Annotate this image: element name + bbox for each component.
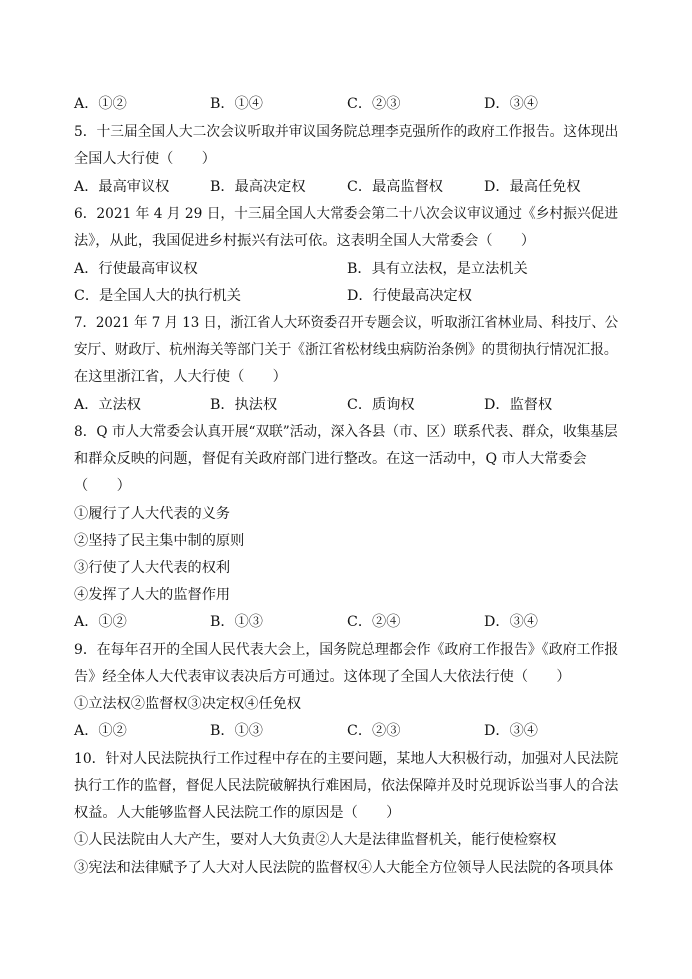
q10-statements-1-2: ①人民法院由人大产生，要对人大负责②人大是法律监督机关，能行使检察权 [74, 832, 557, 848]
q4-option-c: C．②③ [347, 96, 401, 112]
q5-option-b: B．最高决定权 [210, 179, 306, 195]
q6-stem-line-2: 法》，从此，我国促进乡村振兴有法可依。这表明全国人大常委会（ ） [74, 233, 536, 249]
q8-statement-1: ①履行了人大代表的义务 [74, 506, 231, 522]
q6-option-b: B．具有立法权，是立法机关 [347, 261, 528, 277]
q5-option-c: C．最高监督权 [347, 179, 443, 195]
q10-stem-line-3: 权益。人大能够监督人民法院工作的原因是（ ） [74, 805, 401, 821]
q7-option-c: C．质询权 [347, 397, 415, 413]
q5-stem-line-1: 5．十三届全国人大二次会议听取并审议国务院总理李克强所作的政府工作报告。这体现出 [74, 124, 619, 140]
q8-option-a: A．①② [74, 614, 127, 630]
q9-stem-line-2: 告》经全体人大代表审议表决后方可通过。这体现了全国人大依法行使（ ） [74, 669, 571, 685]
q8-statement-3: ③行使了人大代表的权利 [74, 560, 231, 576]
q6-option-c: C．是全国人大的执行机关 [74, 288, 241, 304]
q7-stem-line-3: 在这里浙江省，人大行使（ ） [74, 369, 287, 385]
q9-stem-line-1: 9．在每年召开的全国人民代表大会上，国务院总理都会作《政府工作报告》《政府工作报 [74, 642, 619, 658]
q6-option-d: D．行使最高决定权 [347, 288, 472, 304]
q9-option-c: C．②③ [347, 723, 401, 739]
q6-stem-line-1: 6．2021 年 4 月 29 日，十三届全国人大常委会第二十八次会议审议通过《乡村振兴促进 [74, 206, 618, 222]
q7-option-b: B．执法权 [210, 397, 278, 413]
q8-statement-4: ④发挥了人大的监督作用 [74, 587, 231, 603]
q10-stem-line-2: 执行工作的监督，督促人民法院破解执行难困局，依法保障并及时兑现诉讼当事人的合法 [74, 778, 619, 794]
q8-stem-line-2: 和群众反映的问题，督促有关政府部门进行整改。在这一活动中，Q 市人大常委会 [74, 451, 587, 467]
q7-stem-line-1: 7．2021 年 7 月 13 日，浙江省人大环资委召开专题会议，听取浙江省林业局、科技厅、公 [74, 315, 619, 331]
q8-option-d: D．③④ [484, 614, 538, 630]
q5-stem-line-2: 全国人大行使（ ） [74, 151, 216, 167]
q10-statements-3-4: ③宪法和法律赋予了人大对人民法院的监督权④人大能全方位领导人民法院的各项具体 [74, 860, 614, 876]
q8-stem-line-1: 8．Q 市人大常委会认真开展“双联”活动，深入各县（市、区）联系代表、群众，收集基层 [74, 424, 618, 440]
q7-stem-line-2: 安厅、财政厅、杭州海关等部门关于《浙江省松材线虫病防治条例》的贯彻执行情况汇报。 [74, 342, 618, 358]
q9-option-b: B．①③ [210, 723, 263, 739]
q4-option-a: A．①② [74, 96, 127, 112]
q9-option-d: D．③④ [484, 723, 538, 739]
q10-stem-line-1: 10．针对人民法院执行工作过程中存在的主要问题，某地人大积极行动，加强对人民法院 [74, 751, 619, 767]
q9-statements: ①立法权②监督权③决定权④任免权 [74, 696, 302, 712]
q8-option-b: B．①③ [210, 614, 263, 630]
q5-option-d: D．最高任免权 [484, 179, 581, 195]
q8-stem-line-3: （ ） [74, 478, 131, 494]
q8-statement-2: ②坚持了民主集中制的原则 [74, 533, 245, 549]
q7-option-a: A．立法权 [74, 397, 141, 413]
q6-option-a: A．行使最高审议权 [74, 261, 198, 277]
q5-option-a: A．最高审议权 [74, 179, 170, 195]
q4-option-d: D．③④ [484, 96, 538, 112]
q7-option-d: D．监督权 [484, 397, 553, 413]
q9-option-a: A．①② [74, 723, 127, 739]
q8-option-c: C．②④ [347, 614, 401, 630]
q4-option-b: B．①④ [210, 96, 263, 112]
